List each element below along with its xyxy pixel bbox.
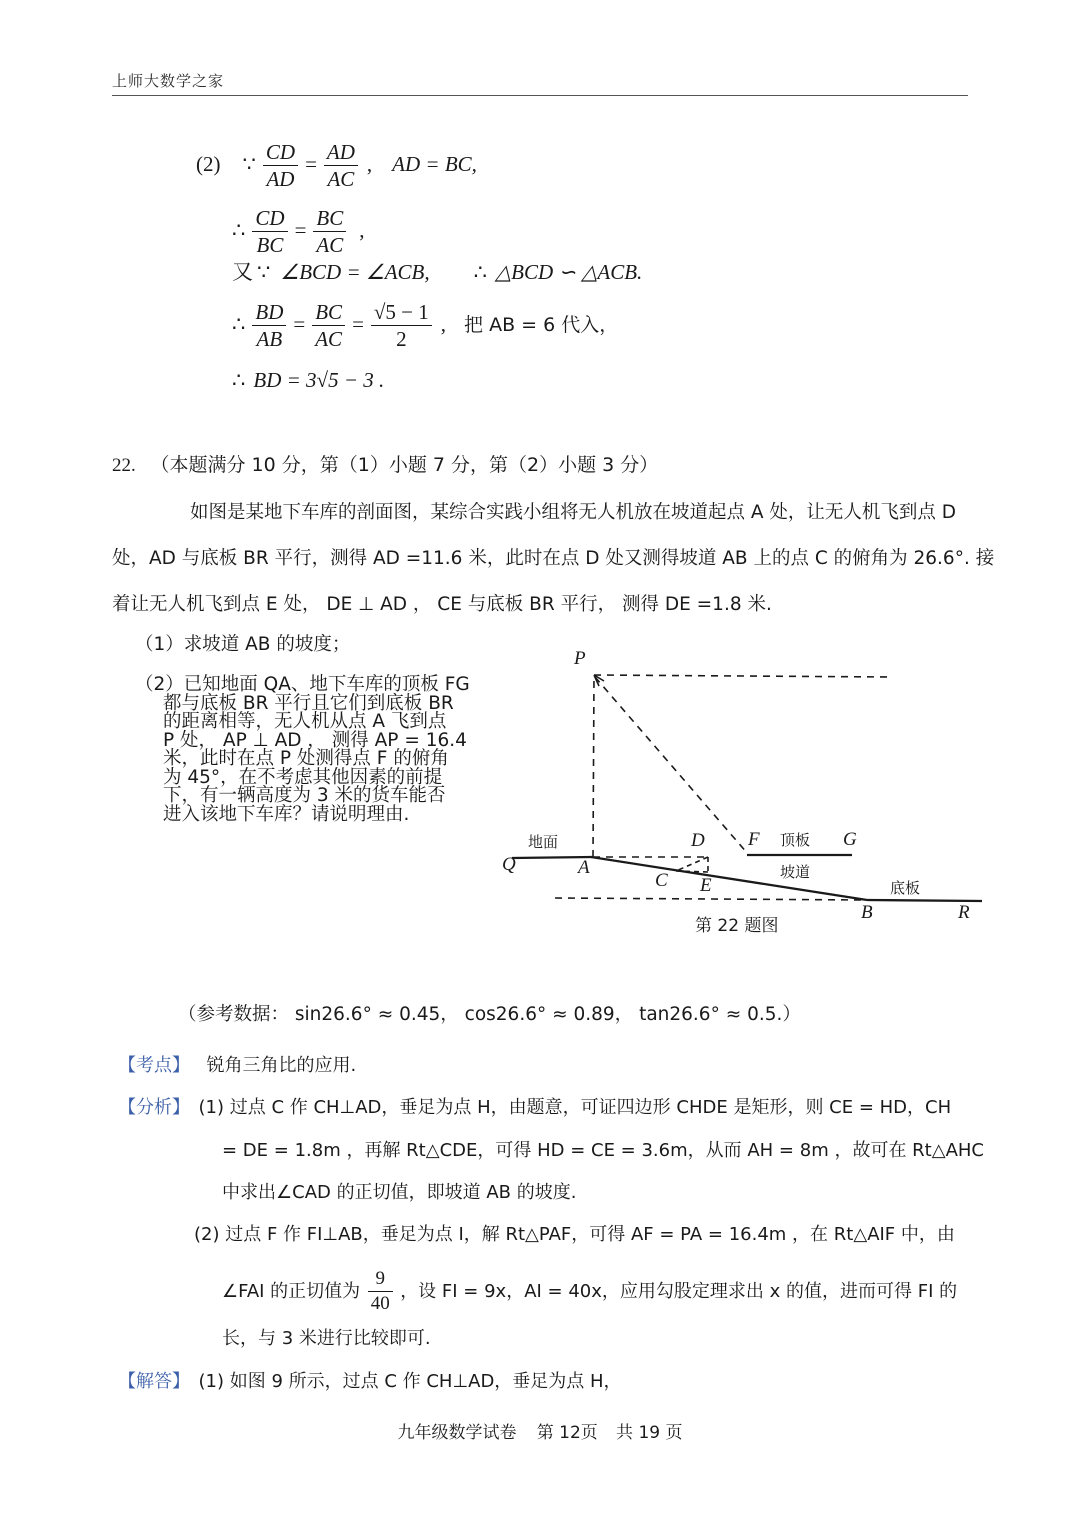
comma-3: ,: [440, 311, 447, 336]
ad-eq-bc: AD = BC,: [392, 151, 477, 176]
equals-4: =: [352, 311, 364, 336]
footer-total-pages: 共 19 页: [616, 1423, 683, 1443]
dashed-line-DC: [676, 857, 708, 871]
reference-data-line: （参考数据： sin26.6° ≈ 0.45， cos26.6° ≈ 0.89， tan26.6° ≈ 0.5.）: [178, 1004, 801, 1025]
kaodian-row: [118, 1056, 356, 1075]
q2-line: 下，有一辆高度为 3 米的货车能否: [163, 785, 446, 806]
dashed-horizontal-from-P: [594, 675, 891, 677]
diagram-svg: [495, 648, 995, 948]
fenxi-row-1: [118, 1098, 951, 1117]
point-label-R: R: [958, 902, 970, 923]
you-char: 又: [232, 260, 253, 284]
numerator: BC: [312, 299, 345, 326]
q2-line: 进入该地下车库？请说明理由.: [163, 803, 410, 825]
problem-score-line: （本题满分 10 分，第（1）小题 7 分，第（2）小题 3 分）: [150, 454, 659, 476]
figure-22-diagram: [495, 648, 995, 953]
prev-marker: (2): [196, 151, 221, 176]
problem-22-heading: [112, 456, 658, 475]
fenxi-1-line-1: (1) 过点 C 作 CH⊥AD，垂足为点 H，由题意，可证四边形 CHDE 是矩形，则 CE = HD，CH: [198, 1097, 952, 1118]
similar-triangles: △BCD ∽ △ACB.: [495, 260, 643, 284]
fenxi-2-prefix: ∠FAI 的正切值为: [222, 1280, 361, 1302]
dashed-line-AP: [593, 675, 594, 857]
point-label-G: G: [843, 829, 857, 850]
q2-line: 都与底板 BR 平行且它们到底板 BR: [163, 692, 454, 714]
page-header: [112, 70, 968, 96]
denominator: AC: [327, 167, 355, 192]
fraction-bc-ac-2: [312, 299, 345, 354]
fraction-ad-ac: [324, 139, 358, 194]
q2-line: 的距离相等，无人机从点 A 飞到点: [163, 711, 447, 732]
denominator: AC: [315, 327, 343, 352]
fenxi-label: 【分析】: [118, 1097, 190, 1118]
header-title: 上师大数学之家: [112, 72, 225, 90]
jieda-row: [118, 1372, 622, 1391]
prev-solution-line-2: [232, 206, 365, 261]
equals-2: =: [294, 217, 307, 242]
prev-solution-line-4: [232, 300, 618, 355]
point-label-A: A: [578, 857, 590, 878]
footer-subject: 九年级数学试卷: [397, 1423, 517, 1443]
comma-2: ,: [359, 217, 365, 242]
bd-result: BD = 3√5 − 3 .: [253, 368, 385, 392]
problem-sub-question-2: [135, 676, 470, 824]
problem-body-line-1: 如图是某地下车库的剖面图，某综合实践小组将无人机放在坡道起点 A 处，让无人机飞到点 D: [190, 502, 957, 523]
dashed-baseline-extension: [555, 898, 867, 900]
footer-page-number: 第 12页: [536, 1423, 598, 1443]
angle-equality: ∠BCD = ∠ACB,: [280, 260, 430, 284]
header-divider: [112, 95, 968, 96]
numerator: BD: [252, 299, 286, 326]
point-label-D: D: [691, 830, 705, 851]
problem-sub-question-1: （1）求坡道 AB 的坡度；: [135, 634, 351, 655]
fraction-sqrt5-minus-1-over-2: [371, 299, 432, 354]
fraction-cd-ad: [263, 139, 298, 194]
denominator: AB: [256, 327, 283, 352]
fraction-cd-bc: [252, 205, 287, 260]
numerator: 9: [368, 1267, 393, 1292]
therefore-symbol-2: ∴: [473, 260, 487, 284]
bottom-plate-line-BR: [867, 900, 982, 901]
fenxi-2-line-3: 长，与 3 米进行比较即可.: [222, 1328, 431, 1349]
page-footer: [0, 1418, 1080, 1443]
fenxi-2-line-1: (2) 过点 F 作 FI⊥AB，垂足为点 I，解 Rt△PAF，可得 AF = PA = 16.4m ，在 Rt△AIF 中，由: [194, 1224, 955, 1245]
q2-line: （2）已知地面 QA、地下车库的顶板 FG: [135, 674, 470, 695]
prev-solution-line-5: [232, 368, 384, 393]
denominator: AD: [266, 167, 295, 192]
denominator: 40: [370, 1292, 390, 1314]
because-symbol-1: ∵: [242, 151, 256, 176]
fraction-bd-ab: [252, 299, 286, 354]
fenxi-2-suffix: ，设 FI = 9x，AI = 40x，应用勾股定理求出 x 的值，进而可得 FI 的: [400, 1280, 958, 1302]
prev-solution-line-3: [232, 262, 642, 283]
kaodian-text: 锐角三角比的应用.: [206, 1055, 357, 1076]
q2-line: 为 45°，在不考虑其他因素的前提: [163, 766, 443, 788]
equals-1: =: [305, 151, 317, 176]
numerator: CD: [252, 205, 287, 232]
problem-body-line-2: 处，AD 与底板 BR 平行，测得 AD =11.6 米，此时在点 D 处又测得坡道 AB 上的点 C 的俯角为 26.6°. 接: [112, 548, 995, 569]
equals-3: =: [293, 311, 306, 336]
prev-solution-line-1: [196, 140, 477, 195]
problem-body-line-3: 着让无人机飞到点 E 处， DE ⊥ AD ， CE 与底板 BR 平行， 测得 DE =1.8 米.: [112, 594, 772, 615]
fraction-9-over-40: [368, 1267, 393, 1316]
dashed-sight-line-PF: [595, 677, 748, 854]
jieda-label: 【解答】: [118, 1371, 190, 1392]
comma-1: ,: [366, 151, 373, 176]
q2-line: 米，此时在点 P 处测得点 F 的俯角: [163, 748, 449, 769]
point-label-Q: Q: [502, 854, 516, 875]
denominator: AC: [316, 233, 344, 258]
point-label-E: E: [700, 875, 712, 896]
figure-caption: 第 22 题图: [695, 916, 779, 936]
q2-line: P 处， AP ⊥ AD ， 测得 AP = 16.4: [163, 729, 467, 751]
substitute-ab: 把 AB = 6 代入，: [464, 313, 619, 336]
kaodian-label: 【考点】: [118, 1055, 190, 1076]
label-ground: 地面: [528, 833, 559, 851]
fraction-bc-ac: [313, 205, 346, 260]
denominator: BC: [256, 233, 284, 258]
fenxi-1-line-3: 中求出∠CAD 的正切值，即坡道 AB 的坡度.: [222, 1182, 577, 1203]
jieda-text: (1) 如图 9 所示，过点 C 作 CH⊥AD，垂足为点 H，: [198, 1371, 622, 1392]
fenxi-2-line-2: [222, 1268, 957, 1317]
therefore-symbol-3: ∴: [232, 311, 246, 336]
point-label-F: F: [748, 829, 760, 850]
numerator: AD: [324, 139, 358, 166]
point-label-P: P: [574, 648, 586, 669]
because-symbol-2: ∵: [257, 260, 271, 284]
numerator: CD: [263, 139, 298, 166]
label-top-plate: 顶板: [780, 831, 811, 849]
fenxi-1-line-2: = DE = 1.8m ，再解 Rt△CDE，可得 HD = CE = 3.6m，从而 AH = 8m ，故可在 Rt△AHC: [222, 1140, 984, 1161]
therefore-symbol-1: ∴: [232, 217, 246, 242]
numerator: BC: [313, 205, 346, 232]
label-bottom-plate: 底板: [890, 879, 921, 897]
point-label-B: B: [861, 902, 873, 923]
therefore-symbol-4: ∴: [232, 368, 246, 392]
label-ramp: 坡道: [780, 863, 811, 881]
point-label-C: C: [655, 870, 668, 891]
denominator: 2: [396, 327, 407, 352]
ramp-line-AB: [591, 857, 867, 900]
problem-number: 22.: [112, 455, 136, 476]
numerator: √5 − 1: [371, 299, 432, 326]
